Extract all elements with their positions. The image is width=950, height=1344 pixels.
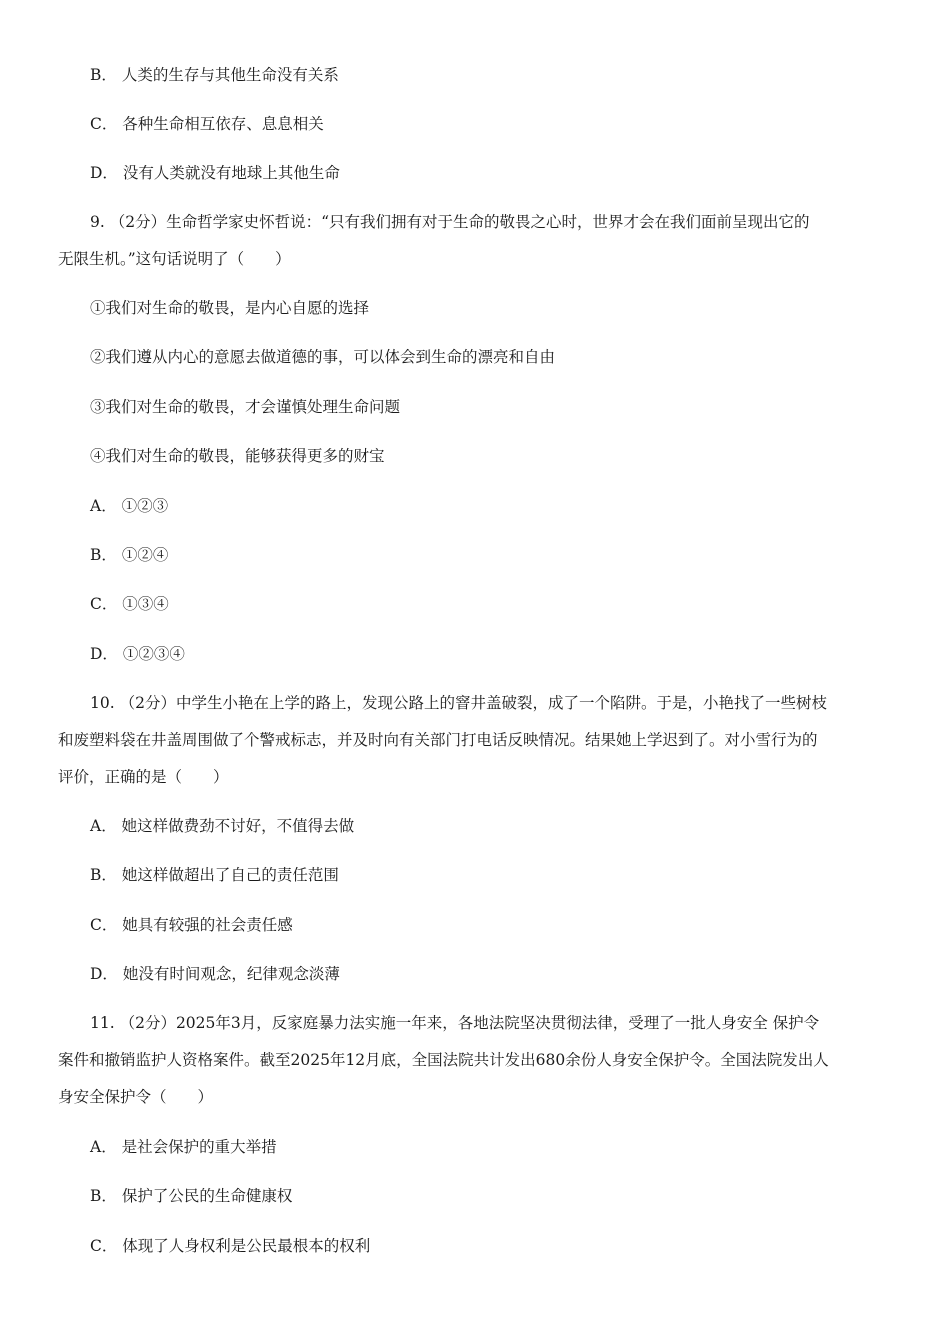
q10-option-b: B． 她这样做超出了自己的责任范围 <box>90 866 339 884</box>
q9-option-d: D． ①②③④ <box>90 645 185 663</box>
q9-option-b: B． ①②④ <box>90 546 169 564</box>
q11-stem-line-3: 身安全保护令（ ） <box>58 1088 214 1106</box>
q10-option-a: A． 她这样做费劲不讨好，不值得去做 <box>90 817 355 835</box>
q8-option-c: C． 各种生命相互依存、息息相关 <box>90 115 324 133</box>
q9-stem-line-2: 无限生机。”这句话说明了（ ） <box>58 250 291 268</box>
q11-option-a: A． 是社会保护的重大举措 <box>90 1138 277 1156</box>
q9-option-a: A． ①②③ <box>90 497 169 515</box>
q9-statement-2: ②我们遵从内心的意愿去做道德的事，可以体会到生命的漂亮和自由 <box>90 348 556 366</box>
q11-stem-line-1: 11. （2分）2025年3月，反家庭暴力法实施一年来，各地法院坚决贯彻法律，受理了一批人身安全 保护令 <box>90 1014 820 1032</box>
q8-option-d: D． 没有人类就没有地球上其他生命 <box>90 164 340 182</box>
q11-option-c: C． 体现了人身权利是公民最根本的权利 <box>90 1237 371 1255</box>
q8-option-b: B． 人类的生存与其他生命没有关系 <box>90 66 339 84</box>
q9-statement-1: ①我们对生命的敬畏，是内心自愿的选择 <box>90 299 370 317</box>
q10-stem-line-1: 10. （2分）中学生小艳在上学的路上，发现公路上的窨井盖破裂，成了一个陷阱。于是，小艳找了一些树枝 <box>90 694 827 712</box>
q11-stem-line-2: 案件和撤销监护人资格案件。截至2025年12月底，全国法院共计发出680余份人身安全保护令。全国法院发出人 <box>58 1051 829 1069</box>
q10-option-c: C． 她具有较强的社会责任感 <box>90 916 293 934</box>
q11-option-b: B． 保护了公民的生命健康权 <box>90 1187 293 1205</box>
q9-stem-line-1: 9. （2分）生命哲学家史怀哲说：“只有我们拥有对于生命的敬畏之心时，世界才会在我们面前呈现出它的 <box>90 213 810 231</box>
q9-statement-4: ④我们对生命的敬畏，能够获得更多的财宝 <box>90 447 385 465</box>
q10-stem-line-3: 评价，正确的是（ ） <box>58 768 229 786</box>
q9-statement-3: ③我们对生命的敬畏，才会谨慎处理生命问题 <box>90 398 401 416</box>
q10-option-d: D． 她没有时间观念，纪律观念淡薄 <box>90 965 340 983</box>
q9-option-c: C． ①③④ <box>90 595 169 613</box>
q10-stem-line-2: 和废塑料袋在井盖周围做了个警戒标志，并及时向有关部门打电话反映情况。结果她上学迟到了。对小雪行为的 <box>58 731 818 749</box>
